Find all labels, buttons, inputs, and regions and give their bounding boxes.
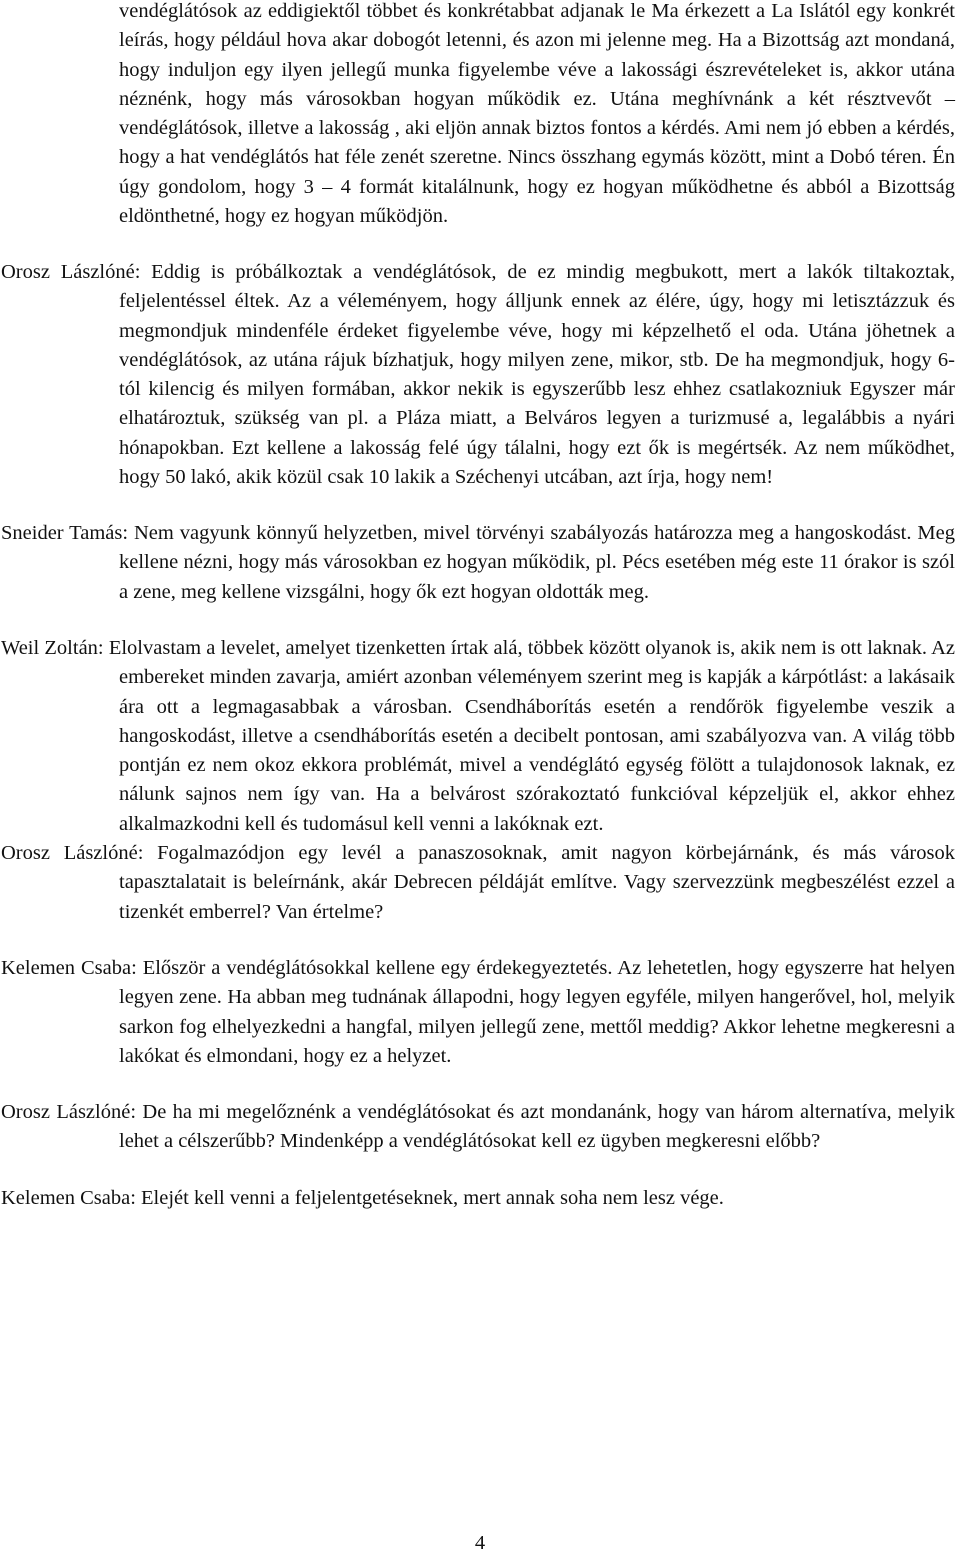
page-number: 4: [474, 1532, 486, 1554]
speaker-name: Orosz Lászlóné: [1, 261, 135, 283]
speaker-name: Kelemen Csaba: [1, 1187, 131, 1209]
speaker-entry: [1, 519, 955, 607]
speaker-text: : Eddig is próbálkoztak a vendéglátósok, de ez mindig megbukott, mert a lakók tiltakoztak, feljelentéssel éltek. Az a véleményem, hogy álljunk ennek az élére, úgy, hogy mi letisztázzuk és megmondjuk mindenféle érdeket figyelembe véve, hogy mi képzelhető el oda. Utána jöhetnek a vendéglátósok, az utána rájuk bízhatjuk, hogy milyen zene, mikor, stb. De ha megmondjuk, hogy 6-tól kilencig és milyen formában, akkor nekik is egyszerűbb lesz ehhez csatlakozniuk Egyszer már elhatároztuk, szükség van pl. a Pláza miatt, a Belváros legyen a turizmusé a, legalábbis a nyári hónapokban. Ezt kellene a lakosság felé úgy tálalni, hogy ezt ők is megértsék. Az nem működhet, hogy 50 lakó, akik közül csak 10 lakik a Széchenyi utcában, azt írja, hogy nem!: [119, 261, 955, 489]
speaker-name: Orosz Lászlóné: [1, 842, 138, 864]
speaker-text: : Elolvastam a levelet, amelyet tizenketten írtak alá, többek között olyanok is, akik nem is ott laknak. Az embereket minden zavarja, amiért azonban véleményem szerint meg is kapják a kárpótlást: a lakásaik ára ott a legmagasabbak a városban. Csendháborítás esetén a rendőrök figyelembe veszik a hangoskodást, illetve a csendháborítás esetén a decibelt pontosan, ami szabályozva van. A világ több pontján ez nem okoz ekkora problémát, mivel a vendéglátó egység fölött a tulajdonosok laknak, ez nálunk sajnos nem így van. Ha a belvárost szórakoztató funkcióval képzeljük el, akkor ehhez alkalmazkodni kell és tudomásul kell venni a lakóknak ezt.: [97, 637, 955, 835]
speaker-text: : Először a vendéglátósokkal kellene egy érdekegyeztetés. Az lehetetlen, hogy egyszerre hat helyen legyen zene. Ha abban meg tudnának állapodni, hogy legyen egyféle, milyen hangerővel, hol, melyik sarkon fog elhelyezkedni a hangfal, milyen jellegű zene, mettől meddig? Akkor lehetne megkeresni a lakókat és elmondani, hogy ez a helyzet.: [119, 957, 956, 1067]
speaker-name: Sneider Tamás: [1, 522, 123, 544]
speaker-entry: [1, 954, 956, 1071]
speaker-text: : Nem vagyunk könnyű helyzetben, mivel törvényi szabályozás határozza meg a hangoskodást. Meg kellene nézni, hogy más városokban ez hogyan működik, pl. Pécs esetében még este 11 órakor is szól a zene, meg kellene vizsgálni, hogy ők ezt hogyan oldották meg.: [119, 522, 955, 603]
speaker-entry: [1, 1098, 955, 1157]
speaker-entry: [1, 839, 955, 927]
speaker-text: : De ha mi megelőznénk a vendéglátósokat és azt mondanánk, hogy van három alternatíva, melyik lehet a célszerűbb? Mindenképp a vendéglátósokat kell ez ügyben megkeresni előbb?: [119, 1101, 955, 1153]
speaker-name: Kelemen Csaba: [1, 957, 132, 979]
speaker-name: Weil Zoltán: [1, 637, 98, 659]
continuation-paragraph: vendéglátósok az eddigiektől többet és konkrétabbat adjanak le Ma érkezett a La Islától egy konkrét leírás, hogy például hova akar dobogót letenni, és azon mi jelenne meg. Ha a Bizottság azt mondaná, hogy induljon egy ilyen jellegű munka figyelembe véve a lakossági észrevételeket is, akkor utána néznénk, hogy más városokban hogyan működik ez. Utána meghívnánk a két résztvevőt – vendéglátósok, illetve a lakosság , aki eljön annak biztos fontos a kérdés. Ami nem jó ebben a kérdés, hogy a hat vendéglátós hat féle zenét szeretne. Nincs összhang egymás között, mint a Dobó téren. Én úgy gondolom, hogy 3 – 4 formát kitalálnunk, hogy ez hogyan működhetne és abból a Bizottság eldönthetné, hogy ez hogyan működjön.: [119, 0, 955, 228]
speaker-entry: [1, 1184, 955, 1213]
speaker-text: : Fogalmazódjon egy levél a panaszosoknak, amit nagyon körbejárnánk, és más városok tapasztalatait is beleírnánk, akár Debrecen példáját említve. Vagy szervezzünk megbeszélést ezzel a tizenkét emberrel? Van értelme?: [119, 842, 955, 923]
speaker-text: : Elejét kell venni a feljelentgetéseknek, mert annak soha nem lesz vége.: [130, 1187, 724, 1209]
speaker-entry: [1, 258, 955, 492]
speaker-entry: [1, 634, 955, 839]
speaker-name: Orosz Lászlóné: [1, 1101, 131, 1123]
